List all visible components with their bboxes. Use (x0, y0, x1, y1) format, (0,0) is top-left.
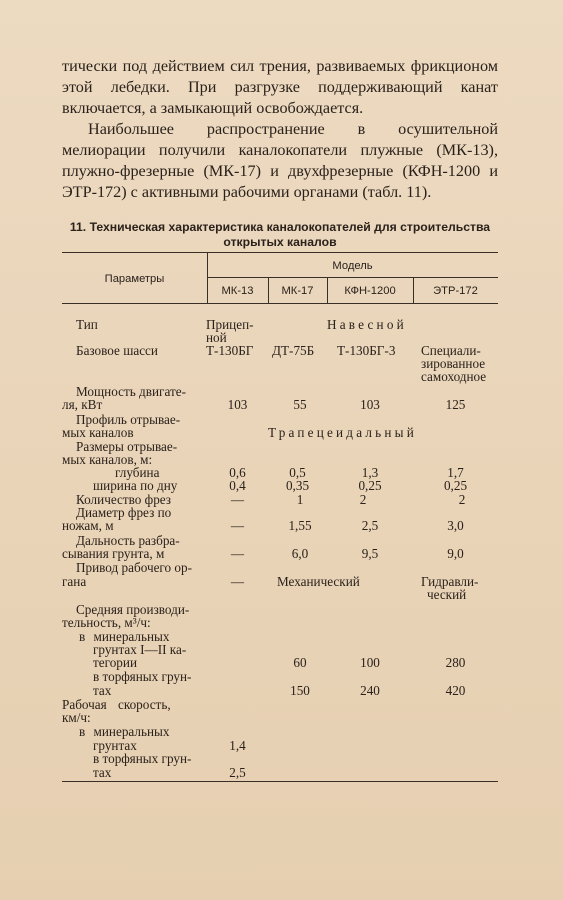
diameter-mk17: 1,55 (288, 518, 312, 533)
row-throw-label-line2: сывания грунта, м (62, 546, 165, 561)
row-productivity-label-line1: Средняя производи- (76, 602, 190, 617)
table-bottom-rule (62, 781, 498, 782)
row-type-label: Тип (76, 317, 98, 332)
table-caption-line-2: открытых каналов (223, 235, 337, 249)
productivity-peat-mk17: 150 (290, 683, 310, 698)
row-drive-label-line1: Привод рабочего ор- (76, 560, 192, 575)
header-etr172: ЭТР-172 (433, 285, 478, 297)
row-width-label: ширина по дну (93, 478, 178, 493)
header-model-rule (207, 277, 498, 278)
depth-mk17: 0,5 (289, 465, 306, 480)
table-top-rule (62, 252, 498, 253)
header-params: Параметры (104, 273, 165, 285)
chassis-mk13: Т-130БГ (206, 343, 254, 358)
header-kfn1200: КФН-1200 (344, 285, 396, 297)
width-etr172: 0,25 (443, 478, 468, 493)
row-speed-peat-line2: тах (93, 765, 112, 780)
drive-mechanical: Механический (277, 574, 360, 589)
row-speed-mineral-line1: в минеральных (79, 724, 170, 739)
chassis-mk17: ДТ-75Б (272, 343, 315, 358)
row-productivity-mineral-line1: в минеральных (79, 629, 170, 644)
mills-kfn1200: 2 (359, 492, 367, 507)
chassis-kfn1200: Т-130БГ-3 (337, 343, 396, 358)
diameter-mk13: — (230, 518, 245, 533)
depth-kfn1200: 1,3 (361, 465, 379, 480)
depth-etr172: 1,7 (447, 465, 464, 480)
chassis-etr172-line1: Специали- (421, 343, 481, 358)
intro-text (62, 56, 498, 203)
row-profile-label-line1: Профиль отрывае- (76, 412, 181, 427)
row-productivity-mineral-line3: тегории (93, 655, 137, 670)
throw-mk17: 6,0 (291, 546, 309, 561)
productivity-peat-kfn1200: 240 (360, 683, 380, 698)
productivity-mineral-etr172: 280 (445, 655, 466, 670)
row-mills-label: Количество фрез (76, 492, 172, 507)
intro-paragraph-1: тически под действием сил трения, развиваемых фрикционом этой лебедки. При разгрузке поддерживающий канат включается, а замыкающий освобождается. (62, 57, 498, 117)
row-productivity-label-line2: тельность, м³/ч: (62, 615, 151, 630)
drive-etr172-line1: Гидравли- (421, 574, 479, 589)
chassis-etr172-line2: зированное (421, 356, 486, 371)
productivity-mineral-mk17: 60 (293, 655, 307, 670)
throw-etr172: 9,0 (447, 546, 464, 561)
drive-mk13: — (230, 574, 245, 589)
width-mk17: 0,35 (285, 478, 310, 493)
mills-mk13: — (230, 492, 245, 507)
drive-etr172-line2: ческий (427, 587, 467, 602)
type-mk13-line1: Прицеп- (206, 317, 254, 332)
productivity-mineral-kfn1200: 100 (360, 655, 380, 670)
width-mk13: 0,4 (229, 478, 246, 493)
power-mk13: 103 (227, 397, 248, 412)
row-chassis-label: Базовое шасси (76, 343, 158, 358)
mills-mk17: 1 (296, 492, 304, 507)
productivity-peat-etr172: 420 (445, 683, 466, 698)
row-speed-label-line2: км/ч: (62, 710, 91, 725)
row-productivity-peat-line1: в торфяных грун- (93, 669, 192, 684)
row-speed-peat-line1: в торфяных грун- (93, 751, 192, 766)
row-diameter-label-line1: Диаметр фрез по (76, 505, 172, 520)
row-productivity-mineral-line2: грунтах I—II ка- (93, 642, 187, 657)
table-caption (62, 220, 498, 250)
header-model: Модель (332, 260, 373, 272)
depth-mk13: 0,6 (229, 465, 246, 480)
speed-mineral-mk13: 1,4 (229, 738, 246, 753)
mills-etr172: 2 (458, 492, 466, 507)
row-drive-label-line2: гана (62, 574, 87, 589)
table-caption-line-1: 11. Техническая характеристика каналокопателей для строительства (69, 220, 491, 234)
row-speed-mineral-line2: грунтах (93, 738, 137, 753)
row-power-label-line1: Мощность двигате- (76, 384, 186, 399)
throw-kfn1200: 9,5 (361, 546, 379, 561)
row-speed-label-line1: Рабочая скорость, (62, 697, 171, 712)
type-mounted: Навесной (327, 317, 407, 332)
power-etr172: 125 (445, 397, 466, 412)
header-mk13: МК-13 (221, 285, 254, 297)
row-profile-label-line2: мых каналов (62, 425, 134, 440)
row-diameter-label-line2: ножам, м (62, 518, 114, 533)
header-mk17: МК-17 (281, 285, 314, 297)
header-bottom-rule (62, 303, 498, 304)
chassis-etr172-line3: самоходное (421, 369, 487, 384)
row-dims-label-line1: Размеры отрывае- (76, 439, 178, 454)
width-kfn1200: 0,25 (358, 478, 382, 493)
row-productivity-peat-line2: тах (93, 683, 112, 698)
intro-paragraph-2: Наибольшее распространение в осушительной мелиорации получили каналокопатели плужные (МК-13), плужно-фрезерные (МК-17) и двухфрезерные (КФН-1200 и ЭТР-172) с активными рабочими органами (табл. 11). (62, 120, 498, 201)
profile-value: Трапецеидальный (268, 425, 417, 440)
diameter-etr172: 3,0 (447, 518, 464, 533)
speed-peat-mk13: 2,5 (229, 765, 246, 780)
row-depth-label: глубина (115, 465, 160, 480)
power-kfn1200: 103 (360, 397, 380, 412)
throw-mk13: — (230, 546, 245, 561)
row-dims-label-line2: мых каналов, м: (62, 452, 153, 467)
row-throw-label-line1: Дальность разбра- (76, 533, 180, 548)
power-mk17: 55 (293, 397, 307, 412)
diameter-kfn1200: 2,5 (361, 518, 379, 533)
type-mk13-line2: ной (206, 330, 227, 345)
row-power-label-line2: ля, кВт (62, 397, 103, 412)
